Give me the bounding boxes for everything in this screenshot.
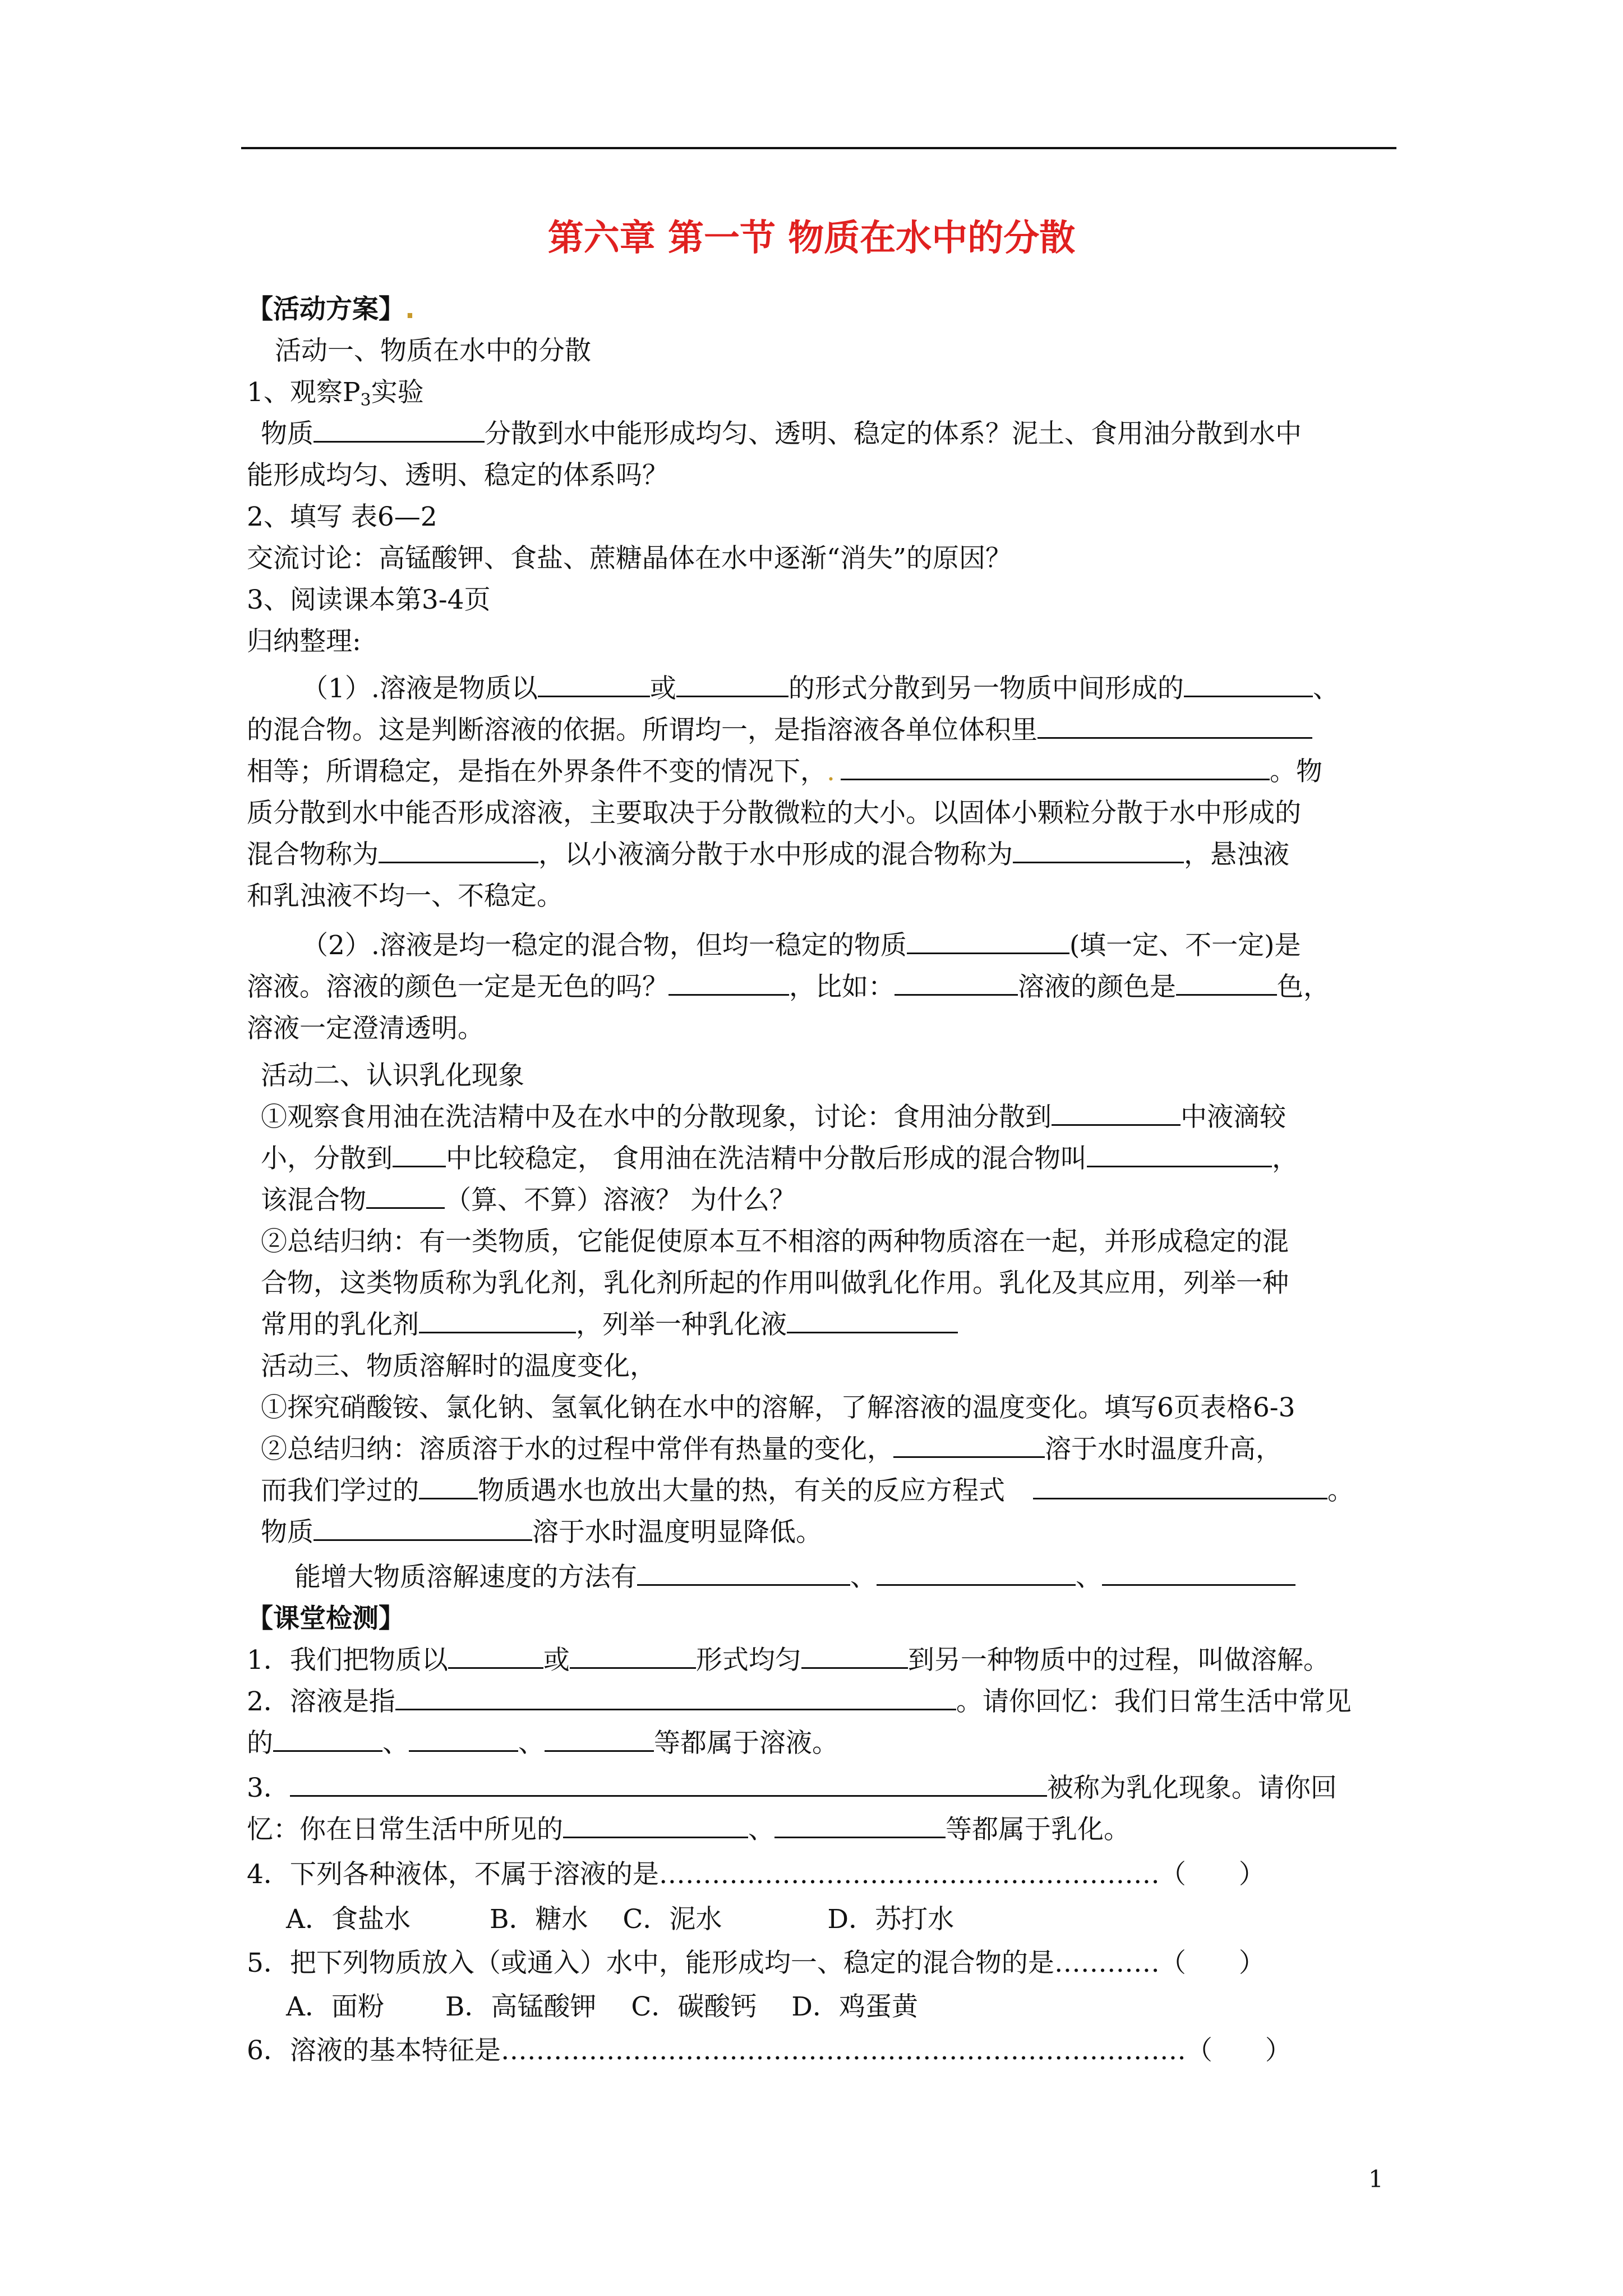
text: 、 (518, 1728, 545, 1759)
line-l05: 2、填写 表6—2 (247, 501, 437, 532)
text: 的混合物。这是判断溶液的依据。所谓均一，是指溶液各单位体积里 (247, 715, 1038, 746)
line-activity-1: 活动一、物质在水中的分散 (275, 335, 591, 366)
text: 物质 (261, 1517, 313, 1548)
line-l20 (261, 1141, 1623, 1177)
blank[interactable] (787, 1307, 958, 1333)
text: 中比较稳定， 食用油在洗洁精中分散后形成的混合物叫 (446, 1143, 1087, 1174)
question-2-cont (247, 1726, 1623, 1761)
text: 、 (850, 1562, 877, 1593)
text: ，列举一种乳化液 (576, 1309, 787, 1340)
line-l22: ②总结归纳：有一类物质，它能促使原本互不相溶的两种物质溶在一起，并形成稳定的混 (261, 1226, 1289, 1257)
text: 相等；所谓稳定，是指在外界条件不变的情况下， (247, 756, 827, 787)
line-l06: 交流讨论：高锰酸钾、食盐、蔗糖晶体在水中逐渐“消失”的原因？ (247, 543, 1012, 574)
blank[interactable] (676, 671, 789, 697)
text: 溶于水时温度升高， (1045, 1434, 1282, 1465)
blank[interactable] (1052, 1099, 1181, 1126)
line-l27 (261, 1432, 1623, 1467)
question-5-options: A．面粉 B．高锰酸钾 C．碳酸钙 D．鸡蛋黄 (286, 1991, 918, 2022)
blank[interactable] (313, 1515, 532, 1541)
blank[interactable] (1102, 1559, 1295, 1586)
text: 溶液。溶液的颜色一定是无色的吗？ (247, 972, 668, 1002)
text: 色， (1277, 972, 1330, 1002)
blank[interactable] (895, 969, 1018, 996)
blank[interactable] (570, 1642, 696, 1669)
section-activity-plan: 【活动方案】. (247, 294, 415, 325)
line-l14: 和乳浊液不均一、不稳定。 (247, 881, 563, 912)
text: 到另一种物质中的过程，叫做溶解。 (907, 1645, 1330, 1676)
question-4-options: A．食盐水 B．糖水 C．泥水 D．苏打水 (286, 1904, 955, 1935)
text: 忆：你在日常生活中所见的 (247, 1814, 563, 1845)
blank[interactable] (893, 1432, 1045, 1458)
text: 或 (543, 1645, 570, 1676)
blank[interactable] (774, 1812, 946, 1838)
line-l09 (302, 671, 1623, 707)
question-4: 4．下列各种液体，不属于溶液的是…………………………………………………（ ） (247, 1859, 1265, 1890)
blank[interactable] (366, 1182, 445, 1209)
page-title: 第六章 第一节 物质在水中的分散 (547, 218, 1076, 259)
text: ，以小液滴分散于水中形成的混合物称为 (538, 839, 1013, 870)
blank[interactable] (395, 1684, 956, 1710)
blank[interactable] (907, 928, 1069, 954)
line-l08: 归纳整理: (247, 626, 361, 657)
text: 溶液的颜色是 (1018, 972, 1176, 1002)
text: 混合物称为 (247, 839, 379, 870)
line-l12: 质分散到水中能否形成溶液，主要取决于分散微粒的大小。以固体小颗粒分散于水中形成的 (247, 798, 1301, 829)
line-l16 (247, 969, 1623, 1005)
blank[interactable] (545, 1726, 654, 1752)
blank[interactable] (1013, 837, 1184, 863)
section-activity-plan-label: 【活动方案】 (247, 294, 405, 325)
text: 或 (649, 673, 676, 704)
text: (填一定、不一定)是 (1069, 930, 1301, 961)
blank[interactable] (637, 1559, 850, 1586)
header-rule (241, 147, 1396, 149)
text: ①观察食用油在洗洁精中及在水中的分散现象，讨论：食用油分散到 (261, 1102, 1052, 1133)
text: ， (1271, 1143, 1298, 1174)
text: 中液滴较 (1181, 1102, 1286, 1133)
text: （2）.溶液是均一稳定的混合物，但均一稳定的物质 (302, 930, 907, 961)
text: 等都属于溶液。 (654, 1728, 838, 1759)
text: 等都属于乳化。 (946, 1814, 1130, 1845)
question-1 (247, 1642, 1623, 1678)
blank[interactable] (1033, 1473, 1327, 1499)
text: 、 (382, 1728, 409, 1759)
line-l10 (247, 712, 1623, 748)
line-l19 (261, 1099, 1623, 1135)
text: 而我们学过的 (261, 1475, 419, 1506)
text: 。物 (1269, 756, 1322, 787)
text: 形式均匀 (695, 1645, 801, 1676)
text: 。 (1327, 1475, 1354, 1506)
text: 的 (247, 1728, 273, 1759)
blank[interactable] (801, 1642, 908, 1669)
text: 1、观察P (247, 377, 361, 408)
line-activity-3: 活动三、物质溶解时的温度变化， (261, 1351, 656, 1382)
blank[interactable] (273, 1726, 382, 1752)
text: （1）.溶液是物质以 (302, 673, 538, 704)
blank[interactable] (448, 1642, 543, 1669)
line-l23: 合物，这类物质称为乳化剂，乳化剂所起的作用叫做乳化作用。乳化及其应用，列举一种 (261, 1268, 1289, 1299)
text: 、 (748, 1814, 774, 1845)
blank[interactable] (409, 1726, 518, 1752)
blank[interactable] (379, 837, 538, 863)
line-l03 (261, 416, 1623, 452)
line-l13 (247, 837, 1623, 873)
blank[interactable] (1087, 1141, 1272, 1167)
text: 小，分散到 (261, 1143, 393, 1174)
text: 物质 (261, 418, 313, 449)
text: ，悬浊液 (1184, 839, 1289, 870)
text: 物质遇水也放出大量的热，有关的反应方程式 (478, 1475, 1005, 1506)
text: 分散到水中能形成均匀、透明、稳定的体系？泥土、食用油分散到水中 (485, 418, 1302, 449)
question-3-cont (247, 1812, 1623, 1848)
text: 常用的乳化剂 (261, 1309, 419, 1340)
text: ②总结归纳：溶质溶于水的过程中常伴有热量的变化， (261, 1434, 893, 1465)
text: 、 (1312, 673, 1339, 704)
text: 该混合物 (261, 1185, 366, 1216)
line-l29 (261, 1515, 1623, 1550)
blank[interactable] (290, 1770, 1047, 1797)
line-l04: 能形成均匀、透明、稳定的体系吗？ (247, 460, 668, 491)
question-2 (247, 1684, 1623, 1720)
blank[interactable] (538, 671, 650, 697)
line-l24 (261, 1307, 1623, 1343)
blank[interactable] (668, 969, 789, 996)
line-l26: ①探究硝酸铵、氯化钠、氢氧化钠在水中的溶解，了解溶液的温度变化。填写6页表格6-3 (261, 1392, 1295, 1423)
text: 2．溶液是指 (247, 1686, 395, 1717)
blank[interactable] (419, 1473, 478, 1499)
line-l07: 3、阅读课本第3-4页 (247, 585, 491, 615)
text: 1．我们把物质以 (247, 1645, 448, 1676)
blank[interactable] (313, 416, 485, 443)
line-l30 (294, 1559, 1623, 1595)
text: ，比如： (789, 972, 895, 1002)
section-classroom-check: 【课堂检测】 (247, 1603, 405, 1634)
blank[interactable] (1038, 712, 1312, 739)
text: 3． (247, 1773, 290, 1803)
line-l17: 溶液一定澄清透明。 (247, 1013, 484, 1044)
text: 实验 (371, 377, 424, 408)
subscript: 3 (360, 390, 371, 410)
question-5: 5．把下列物质放入（或通入）水中，能形成均一、稳定的混合物的是…………（ ） (247, 1948, 1265, 1978)
line-l15 (302, 928, 1623, 964)
blank[interactable] (1176, 969, 1277, 996)
text: （算、不算）溶液？ 为什么？ (445, 1185, 796, 1216)
blank[interactable] (841, 754, 1270, 780)
text: 、 (1076, 1562, 1102, 1593)
text: 溶于水时温度明显降低。 (532, 1517, 822, 1548)
line-l11: 相等；所谓稳定，是指在外界条件不变的情况下，. 。物 (247, 754, 1623, 790)
text: 的形式分散到另一物质中间形成的 (788, 673, 1184, 704)
blank[interactable] (419, 1307, 576, 1333)
blank[interactable] (563, 1812, 748, 1838)
blank[interactable] (877, 1559, 1076, 1586)
line-l28 (261, 1473, 1623, 1509)
question-3 (247, 1770, 1623, 1806)
line-activity-2: 活动二、认识乳化现象 (261, 1060, 524, 1091)
question-6: 6．溶液的基本特征是……………………………………………………………………（ ） (247, 2035, 1292, 2066)
text: 被称为乳化现象。请你回 (1046, 1773, 1337, 1803)
line-observe (247, 375, 1623, 418)
line-l21 (261, 1182, 1623, 1218)
text: 能增大物质溶解速度的方法有 (294, 1562, 637, 1593)
page-number: 1 (1368, 2165, 1384, 2193)
blank[interactable] (393, 1141, 446, 1167)
blank[interactable] (1184, 671, 1313, 697)
text: 。请你回忆：我们日常生活中常见 (956, 1686, 1352, 1717)
